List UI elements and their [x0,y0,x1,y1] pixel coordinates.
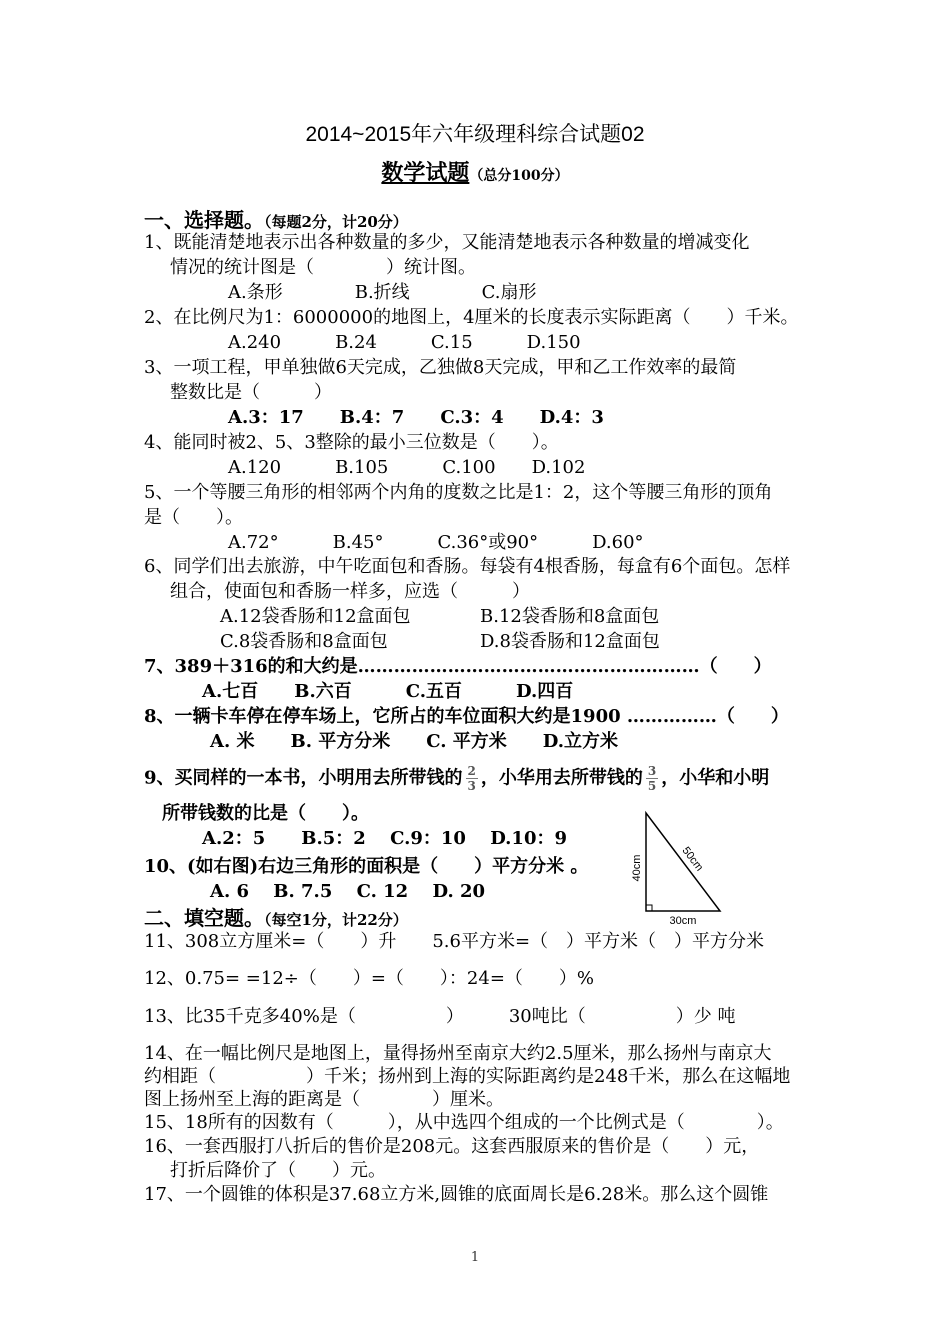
question-6-line-2: 组合，使面包和香肠一样多，应选（ ） [170,581,530,602]
question-15: 15、18所有的因数有（ ），从中选四个组成的一个比例式是（ ）。 [144,1112,784,1133]
question-6-option-d: D.8袋香肠和12盒面包 [480,631,660,652]
question-13: 13、比35千克多40%是（ ） 30吨比（ ）少 吨 [144,1006,736,1027]
question-9-line-1 [144,764,769,793]
fraction-three-fifths: $\frac{3}{5}$ [647,764,657,793]
question-3-line-1: 3、一项工程，甲单独做6天完成，乙独做8天完成，甲和乙工作效率的最简 [144,357,737,378]
question-7: 7、389＋316的和大约是…………………………………………………（ ） [144,656,772,677]
question-9-options: A.2：5 B.5：2 C.9：10 D.10：9 [202,828,568,849]
section-heading-note: （每题2分，计20分） [264,213,408,231]
question-6-line-1: 6、同学们出去旅游，中午吃面包和香肠。每袋有4根香肠，每盒有6个面包。怎样 [144,556,791,577]
question-14-line-3: 图上扬州至上海的距离是（ ）厘米。 [144,1089,504,1110]
question-16-line-1: 16、一套西服打八折后的售价是208元。这套西服原来的售价是（ ）元， [144,1136,760,1157]
question-9-text-1: 9、买同样的一本书，小明用去所带钱的 [144,767,463,789]
question-2-options: A.240 B.24 C.15 D.150 [228,332,581,353]
page-number: 1 [470,1250,480,1265]
section-heading-text: 一、选择题。 [144,208,264,232]
question-14-line-1: 14、在一幅比例尺是地图上，量得扬州至南京大约2.5厘米，那么扬州与南京大 [144,1043,772,1064]
subtitle-main: 数学试题 [381,160,470,186]
question-16-line-2: 打折后降价了（ ）元。 [170,1160,386,1181]
question-5-line-2: 是（ ）。 [144,507,243,528]
question-17: 17、一个圆锥的体积是37.68立方米,圆锥的底面周长是6.28米。那么这个圆锥 [144,1184,769,1205]
section-heading-note: （每空1分，计22分） [264,911,408,929]
question-3-line-2: 整数比是（ ） [170,382,332,403]
question-1-line-2: 情况的统计图是（ ）统计图。 [170,257,476,278]
right-angle-mark [646,905,652,911]
right-triangle-figure [620,805,740,930]
question-2: 2、在比例尺为1：6000000的地图上，4厘米的长度表示实际距离（ ）千米。 [144,307,799,328]
question-7-options: A.七百 B.六百 C.五百 D.四百 [202,681,574,702]
question-6-option-a: A.12袋香肠和12盒面包 [220,606,411,627]
question-9-text-3: ，小华和小明 [661,767,770,789]
section-heading-text: 二、填空题。 [144,906,264,930]
question-10-options: A. 6 B. 7.5 C. 12 D. 20 [210,881,486,902]
question-5-options: A.72° B.45° C.36°或90° D.60° [228,532,644,553]
question-4: 4、能同时被2、5、3整除的最小三位数是（ ）。 [144,432,559,453]
section-heading-fill [144,907,408,931]
question-8: 8、一辆卡车停在停车场上，它所占的车位面积大约是1900 ……………（ ） [144,706,789,727]
question-9-text-2: ，小华用去所带钱的 [480,767,643,789]
question-4-options: A.120 B.105 C.100 D.102 [228,457,586,478]
question-5-line-1: 5、一个等腰三角形的相邻两个内角的度数之比是1：2，这个等腰三角形的顶角 [144,482,773,503]
hypotenuse-label: 50cm [679,844,706,874]
section-heading-choice [144,209,408,233]
vertical-side-label: 40cm [631,854,643,882]
question-3-options: A.3：17 B.4：7 C.3：4 D.4：3 [228,407,604,428]
question-10: 10、(如右图)右边三角形的面积是（ ）平方分米 。 [144,856,589,877]
horizontal-side-label: 30cm [669,915,697,927]
question-14-line-2: 约相距（ ）千米；扬州到上海的实际距离约是248千米，那么在这幅地 [144,1066,791,1087]
question-1-options: A.条形 B.折线 C.扇形 [228,282,537,303]
question-6-option-b: B.12袋香肠和8盒面包 [480,606,660,627]
triangle-shape [646,813,720,911]
subtitle [0,162,950,187]
question-6-option-c: C.8袋香肠和8盒面包 [220,631,388,652]
question-11: 11、308立方厘米=（ ）升 5.6平方米=（ ）平方米（ ）平方分米 [144,931,765,952]
page-title: 2014~2015年六年级理科综合试题02 [305,123,645,146]
question-12: 12、0.75= =12÷（ ）=（ ）：24=（ ）% [144,968,595,989]
question-9-line-2: 所带钱数的比是（ ）。 [162,803,369,824]
question-1-line-1: 1、既能清楚地表示出各种数量的多少，又能清楚地表示各种数量的增减变化 [144,232,750,253]
question-8-options: A. 米 B. 平方分米 C. 平方米 D.立方米 [210,731,619,752]
fraction-two-thirds: $\frac{2}{3}$ [467,764,476,793]
subtitle-note: （总分100分） [469,168,569,184]
